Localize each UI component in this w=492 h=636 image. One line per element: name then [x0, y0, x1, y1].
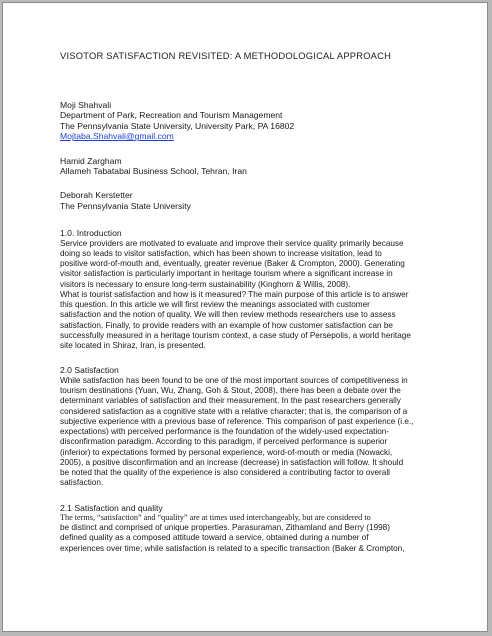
- body-line: visitors is necessary to ensure long-term sustainability (Kinghorn & Willis, 2008).: [60, 279, 351, 289]
- author-affiliation: Department of Park, Recreation and Tourism Management: [60, 110, 283, 121]
- body-line-serif: The terms, “satisfaction” and “quality” are at times used interchangeably, but are considered to: [60, 512, 371, 522]
- document-page: [2, 2, 488, 632]
- body-line: disconfirmation paradigm. According to this paradigm, if perceived performance is superior: [60, 437, 388, 447]
- body-line: defined quality as a composed attitude toward a service, obtained during a number of: [60, 533, 369, 543]
- body-line: subjective experience with a previous base of reference. This comparison of past experience (i.e.,: [60, 416, 414, 426]
- section-satisfaction: [60, 365, 432, 488]
- body-line: visitor satisfaction is particularly important in heritage tourism where a significant increase in: [60, 269, 393, 279]
- section-satisfaction-and-quality: [60, 503, 432, 554]
- body-line: Service providers are motivated to evaluate and improve their service quality primarily because: [60, 238, 404, 248]
- body-line: this question. In this article we will first review the meanings associated with customer: [60, 300, 370, 310]
- body-line: satisfaction.: [60, 478, 104, 488]
- body-line: satisfaction and the notion of quality. We will then review methods researchers use to assess: [60, 310, 396, 320]
- author-name: Moji Shahvali: [60, 100, 112, 110]
- body-line: 2005), a positive disconfirmation and an increase (decrease) in satisfaction will follow. It should: [60, 457, 404, 467]
- body-line: While satisfaction has been found to be one of the most important sources of competitiveness in: [60, 375, 408, 385]
- body-line: experiences over time; while satisfaction is related to a specific transaction (Baker & Crompton,: [60, 543, 405, 553]
- body-line: (inferior) to expectations formed by personal experience, word-of-mouth or media (Nowacki,: [60, 447, 393, 457]
- body-line: be distinct and comprised of unique properties. Parasuraman, Zithamland and Berry (1998): [60, 523, 390, 533]
- author-block-3: [60, 190, 432, 211]
- section-heading: 2.1 Satisfaction and quality: [60, 502, 163, 513]
- author-affiliation: The Pennsylvania State University, University Park, PA 16802: [60, 120, 295, 131]
- body-line: satisfaction. Finally, to provide readers with an example of how customer satisfaction can be: [60, 320, 393, 330]
- author-block-2: [60, 156, 432, 177]
- body-line: be noted that the quality of the experience is also considered a contributing factor to overall: [60, 468, 390, 478]
- body-line: site located in Shiraz, Iran, is presented.: [60, 341, 206, 351]
- author-block-1: [60, 100, 432, 142]
- body-line: positive word-of-mouth and, eventually, greater revenue (Baker & Crompton, 2000). Generating: [60, 259, 405, 269]
- author-name: Hamid Zargham: [60, 155, 122, 166]
- body-line: considered satisfaction as a cognitive state with a relative character; that is, the comparison of a: [60, 406, 408, 416]
- author-name: Deborah Kerstetter: [60, 190, 133, 201]
- page-content: [60, 50, 432, 568]
- paper-title: VISOTOR SATISFACTION REVISITED: A METHODOLOGICAL APPROACH: [60, 50, 392, 61]
- body-line: What is tourist satisfaction and how is it measured? The main purpose of this article is to answer: [60, 289, 409, 299]
- body-line: doing so leads to visitor satisfaction, which has been shown to increase visitation, lead to: [60, 248, 382, 258]
- section-introduction: [60, 228, 432, 351]
- body-line: tourism destinations (Yuan, Wu, Zhang, Goh & Stout, 2008), there has been a debate over the: [60, 386, 401, 396]
- section-heading: 1.0. Introduction: [60, 228, 122, 239]
- author-email-link[interactable]: Mojtaba.Shahvali@gmail.com: [60, 131, 174, 142]
- body-line: expectations) with perceived performance is the foundation of the widely-used expectation-: [60, 427, 390, 437]
- author-affiliation: The Pennsylvania State University: [60, 200, 191, 211]
- section-heading: 2.0 Satisfaction: [60, 365, 119, 376]
- body-line: successfully measured in a heritage tourism context, a case study of Persepolis, a world heritage: [60, 330, 411, 340]
- author-affiliation: Allameh Tabatabai Business School, Tehran, Iran: [60, 166, 247, 177]
- body-line: determinant variables of satisfaction and their measurement. In the past researchers generally: [60, 396, 401, 406]
